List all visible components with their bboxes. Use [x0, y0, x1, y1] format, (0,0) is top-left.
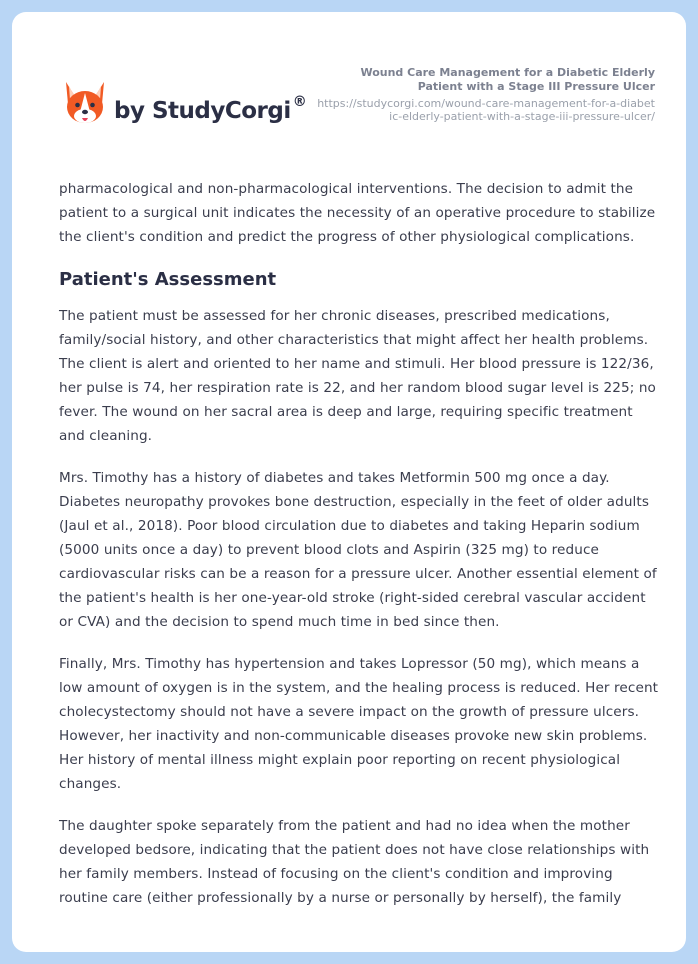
intro-paragraph: pharmacological and non-pharmacological interventions. The decision to admit the patient to a surgical unit indicates the necessity of an operative procedure to stabilize the client's condition and predict the progress of other physiological complications.: [59, 181, 656, 245]
section-heading: Patient's Assessment: [59, 269, 277, 290]
paragraph: The patient must be assessed for her chronic diseases, prescribed medications, family/social history, and other characteristics that might affect her health problems. The client is alert and oriented to her name and stimuli. Her blood pressure is 122/36, her pulse is 74, her respiration rate is 22, and her random blood sugar level is 225; no fever. The wound on her sacral area is deep and large, requiring specific treatment and cleaning.: [59, 308, 656, 444]
studycorgi-logo[interactable]: [60, 76, 310, 136]
document-url[interactable]: https://studycorgi.com/wound-care-management-for-a-diabetic-elderly-patient-with-a-stage-iii-pressure-ulcer/: [317, 97, 655, 123]
corgi-icon: [60, 76, 110, 128]
brand-name: by StudyCorgi: [114, 98, 291, 124]
document-meta: [315, 66, 655, 123]
document-title: Wound Care Management for a Diabetic Elderly Patient with a Stage III Pressure Ulcer: [360, 66, 655, 93]
paragraph: Finally, Mrs. Timothy has hypertension and takes Lopressor (50 mg), which means a low amount of oxygen is in the system, and the healing process is reduced. Her recent cholecystectomy should not have a severe impact on the growth of pressure ulcers. However, her inactivity and non-communicable diseases provoke new skin problems. Her history of mental illness might explain poor reporting on recent physiological changes.: [59, 656, 659, 792]
document-body: [59, 177, 659, 928]
paragraph: The daughter spoke separately from the patient and had no idea when the mother developed bedsore, indicating that the patient does not have close relationships with her family members. Instead of focusing on the client's condition and improving routine care (either professionally by a nurse or personally by herself), the family: [59, 818, 650, 906]
document-page: [12, 12, 686, 952]
paragraph: Mrs. Timothy has a history of diabetes and takes Metformin 500 mg once a day. Diabetes neuropathy provokes bone destruction, especially in the feet of older adults (Jaul et al., 2018). Poor blood circulation due to diabetes and taking Heparin sodium (5000 units once a day) to prevent blood clots and Aspirin (325 mg) to reduce cardiovascular risks can be a reason for a pressure ulcer. Another essential element of the patient's health is her one-year-old stroke (right-sided cerebral vascular accident or CVA) and the decision to spend much time in bed since then.: [59, 470, 657, 630]
page-header: [12, 12, 686, 152]
registered-mark: ®: [292, 94, 307, 110]
